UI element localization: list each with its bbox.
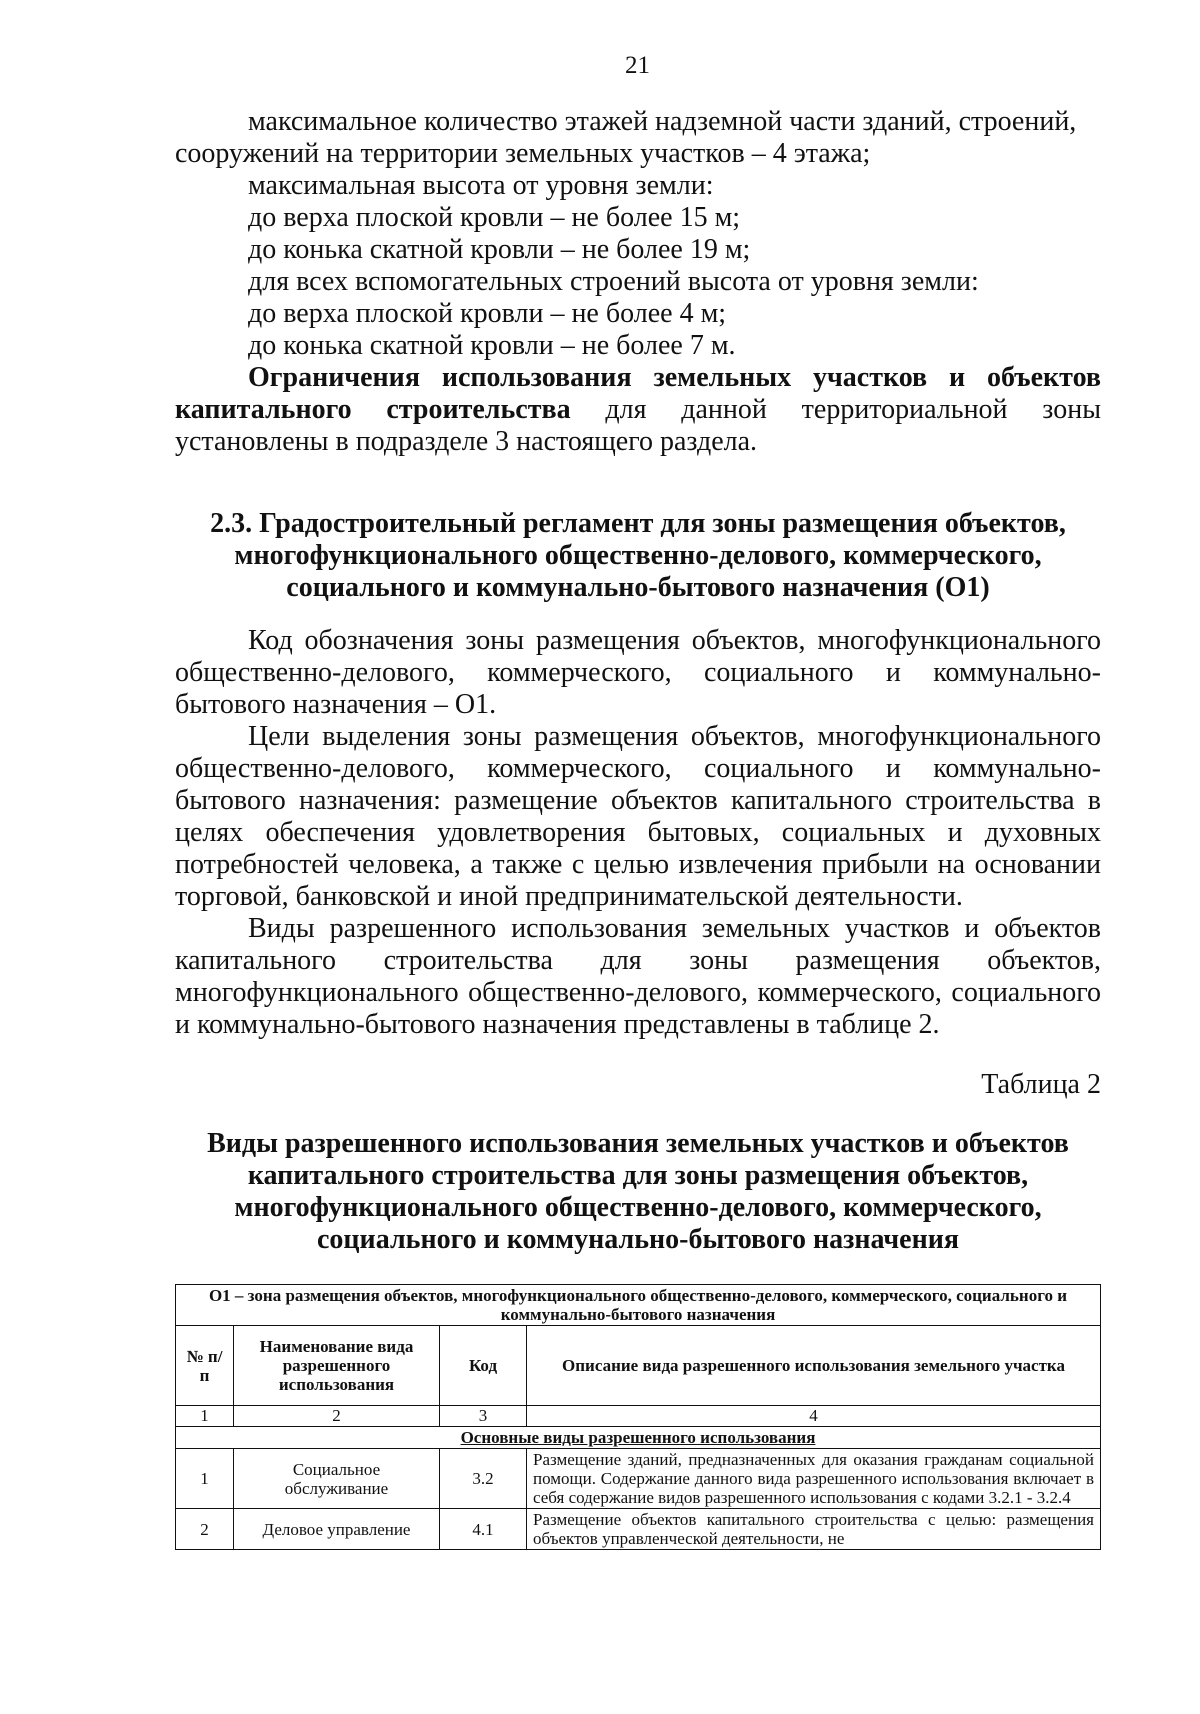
height-limits-list — [175, 170, 1101, 362]
row-num: 1 — [176, 1449, 234, 1509]
row-desc: Размещение объектов капитального строительства с целью: размещения объектов управленческой деятельности, не — [527, 1509, 1101, 1550]
table-row — [176, 1509, 1101, 1550]
permitted-uses-table — [175, 1284, 1101, 1550]
table-row — [176, 1449, 1101, 1509]
height-limit-line: максимальная высота от уровня земли: — [248, 170, 714, 201]
height-limit-line: до верха плоской кровли – не более 15 м; — [248, 202, 741, 233]
section-body — [175, 625, 1101, 1041]
floors-line: максимальное количество этажей надземной части зданий, строений, — [248, 106, 1077, 137]
column-number: 4 — [527, 1406, 1101, 1427]
zone-code-paragraph: Код обозначения зоны размещения объектов, многофункционального общественно-делового, коммерческого, социального и коммунально-бытового назначения – О1. — [175, 625, 1101, 720]
row-name: Социальное обслуживание — [234, 1449, 440, 1509]
zone-types-paragraph: Виды разрешенного использования земельных участков и объектов капитального строительства для зоны размещения объектов, многофункционального общественно-делового, коммерческого, социального и коммунально-бытового назначения представлены в таблице 2. — [175, 913, 1101, 1040]
column-number-row — [176, 1406, 1101, 1427]
col-name-header: Наименование вида разрешенного использования — [234, 1326, 440, 1406]
row-code: 3.2 — [440, 1449, 527, 1509]
restriction-paragraph — [175, 362, 1101, 458]
floors-line-cont: сооружений на территории земельных участков – 4 этажа; — [175, 138, 871, 169]
row-code: 4.1 — [440, 1509, 527, 1550]
zone-header-row — [176, 1285, 1101, 1326]
group-label: Основные виды разрешенного использования — [176, 1427, 1101, 1449]
intro-block — [175, 106, 1101, 458]
height-limit-line: до верха плоской кровли – не более 4 м; — [248, 298, 727, 329]
zone-goals-paragraph: Цели выделения зоны размещения объектов, многофункционального общественно-делового, коммерческого, социального и коммунально-бытового назначения: размещение объектов капитального строительства в целях обеспечения удовлетворения бытовых, социальных и духовных потребностей человека, а также с целью извлечения прибыли на основании торговой, банковской и иной предпринимательской деятельности. — [175, 721, 1101, 912]
row-desc: Размещение зданий, предназначенных для оказания гражданам социальной помощи. Содержание данного вида разрешенного использования включает в себя содержание видов разрешенного использования с кодами 3.2.1 - 3.2.4 — [527, 1449, 1101, 1509]
col-desc-header: Описание вида разрешенного использования земельного участка — [527, 1326, 1101, 1406]
row-num: 2 — [176, 1509, 234, 1550]
row-name: Деловое управление — [234, 1509, 440, 1550]
restriction-rest: для данной территориальной зоны установлены в подразделе 3 настоящего раздела. — [175, 394, 1102, 457]
height-limit-line: до конька скатной кровли – не более 19 м; — [248, 234, 751, 265]
group-row — [176, 1427, 1101, 1449]
height-limit-line: до конька скатной кровли – не более 7 м. — [248, 330, 736, 361]
col-num-header: № п/п — [176, 1326, 234, 1406]
column-number: 3 — [440, 1406, 527, 1427]
column-number: 2 — [234, 1406, 440, 1427]
height-limit-line: для всех вспомогательных строений высота от уровня земли: — [248, 266, 979, 297]
restriction-bold: Ограничения использования земельных участков и объектов капитального строительства — [175, 362, 1101, 425]
page-number: 21 — [625, 52, 650, 79]
column-number: 1 — [176, 1406, 234, 1427]
table-title: Виды разрешенного использования земельных участков и объектов капитального строительства для зоны размещения объектов, многофункционального общественно-делового, коммерческого, социального и коммунально-бытового назначения — [207, 1128, 1069, 1255]
col-code-header: Код — [440, 1326, 527, 1406]
column-header-row — [176, 1326, 1101, 1406]
zone-header-cell: О1 – зона размещения объектов, многофункционального общественно-делового, коммерческого, социального и коммунально-бытового назначения — [176, 1285, 1101, 1326]
table-caption: Таблица 2 — [981, 1069, 1101, 1100]
section-heading: 2.3. Градостроительный регламент для зоны размещения объектов, многофункционального общественно-делового, коммерческого, социального и коммунально-бытового назначения (О1) — [210, 508, 1066, 603]
